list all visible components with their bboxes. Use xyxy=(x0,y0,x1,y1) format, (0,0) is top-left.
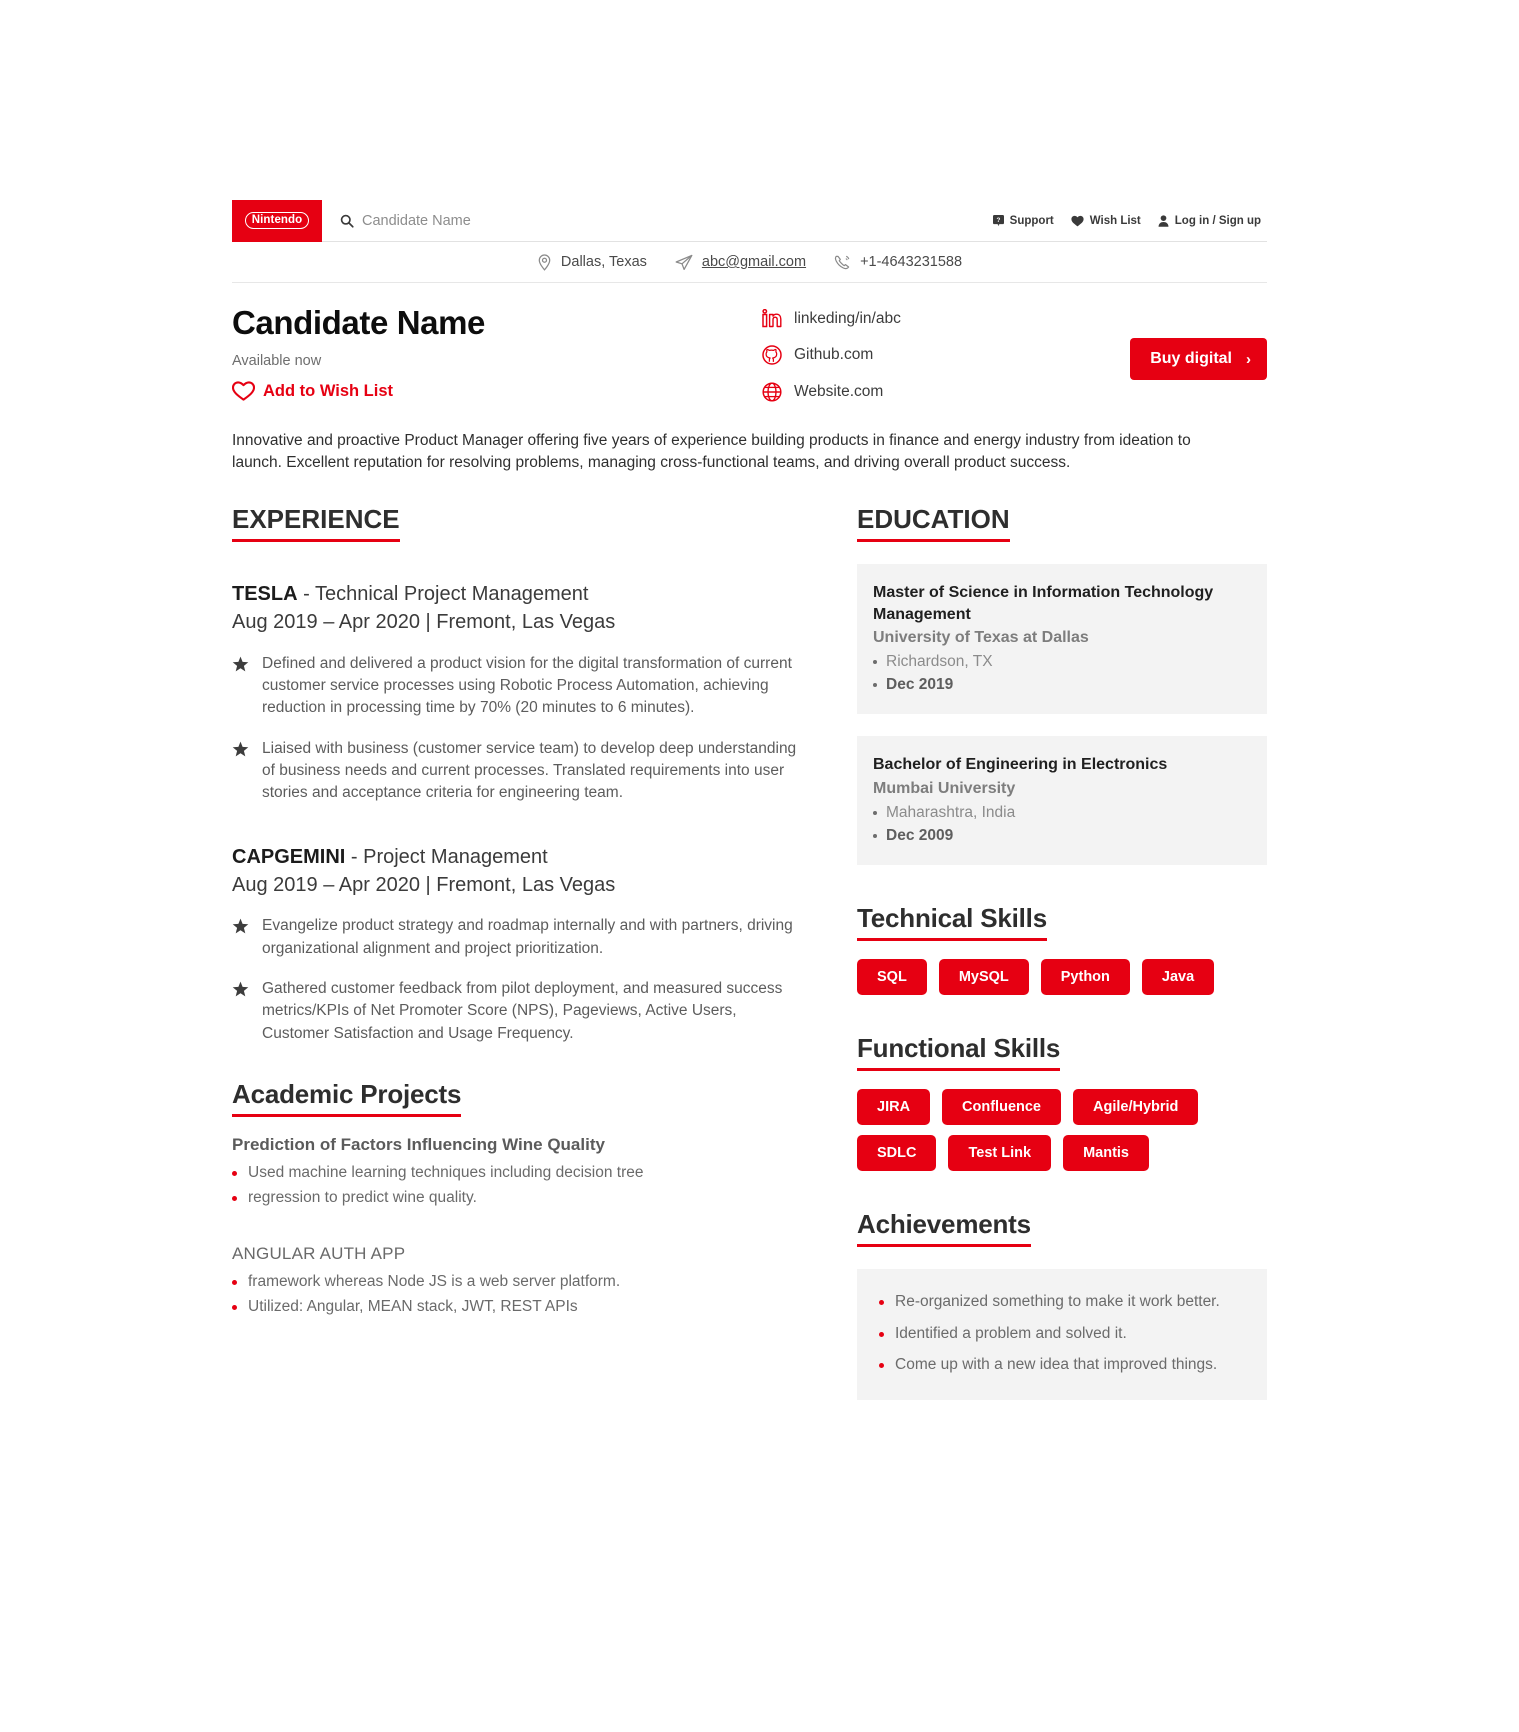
list-item xyxy=(232,1271,802,1293)
achievements-heading: Achievements xyxy=(857,1209,1031,1247)
skill-tag[interactable]: Python xyxy=(1041,959,1130,995)
technical-skills-tags xyxy=(857,959,1267,995)
education-location-1: Maharashtra, India xyxy=(886,804,1016,822)
project-name-1: ANGULAR AUTH APP xyxy=(232,1243,406,1263)
project-item-1 xyxy=(232,1244,802,1319)
bullet-text: Evangelize product strategy and roadmap internally and with partners, driving organizational alignment and project prioritization. xyxy=(262,917,793,957)
buy-digital-button[interactable] xyxy=(1130,338,1267,380)
chevron-right-icon: › xyxy=(1246,350,1251,368)
job-company-0: TESLA xyxy=(232,583,298,605)
skill-tag[interactable]: Test Link xyxy=(948,1135,1051,1171)
identity-right xyxy=(1032,305,1267,402)
list-item xyxy=(873,651,1249,673)
education-card-0 xyxy=(857,564,1267,714)
top-navbar xyxy=(232,200,1267,242)
bullet-dot-icon xyxy=(879,1332,884,1337)
list-item xyxy=(879,1291,1247,1313)
availability-status: Available now xyxy=(232,353,322,370)
resume-sheet xyxy=(232,200,1267,1400)
nav-actions xyxy=(993,215,1267,227)
bullet-dot-icon xyxy=(873,834,877,838)
skill-tag[interactable]: Agile/Hybrid xyxy=(1073,1089,1198,1125)
project-bullets-0 xyxy=(232,1162,802,1210)
education-degree-0: Master of Science in Information Technology Management xyxy=(873,584,1214,623)
list-item xyxy=(879,1354,1247,1376)
achievements-section xyxy=(857,1209,1267,1400)
nav-item-wishlist-label: Wish List xyxy=(1089,214,1141,227)
skill-tag[interactable]: Java xyxy=(1142,959,1214,995)
functional-skills-section xyxy=(857,1033,1267,1171)
experience-heading: EXPERIENCE xyxy=(232,504,400,542)
globe-icon xyxy=(762,382,782,402)
heart-outline-icon xyxy=(232,381,255,401)
support-icon xyxy=(993,215,1004,226)
content-columns xyxy=(232,474,1267,1400)
logo-text: Nintendo xyxy=(245,212,310,229)
nintendo-logo[interactable] xyxy=(232,200,322,242)
bullet-text: Liaised with business (customer service team) to develop deep understanding of business needs and current processes. Translated requirements into user stories and acceptance criteria for engineering team. xyxy=(262,739,797,802)
experience-item-1 xyxy=(232,843,802,1045)
list-item xyxy=(232,978,802,1045)
bullet-dot-icon xyxy=(879,1363,884,1368)
job-company-1: CAPGEMINI xyxy=(232,845,346,868)
svg-text:?: ? xyxy=(996,216,1001,224)
experience-item-0 xyxy=(232,580,802,805)
functional-skills-tags xyxy=(857,1089,1267,1171)
add-to-wishlist-label: Add to Wish List xyxy=(263,381,394,400)
list-item xyxy=(232,738,802,805)
education-heading: EDUCATION xyxy=(857,504,1010,542)
skill-tag[interactable]: SQL xyxy=(857,959,927,995)
search-icon xyxy=(340,214,354,228)
education-date-0: Dec 2019 xyxy=(886,675,954,693)
bullet-dot-icon xyxy=(232,1305,237,1310)
education-date-1: Dec 2009 xyxy=(886,826,954,844)
map-pin-icon xyxy=(537,254,552,271)
functional-skills-heading: Functional Skills xyxy=(857,1033,1060,1071)
project-bullets-1 xyxy=(232,1271,802,1319)
bullet-text: Utilized: Angular, MEAN stack, JWT, REST APIs xyxy=(248,1298,578,1316)
bullet-text: Used machine learning techniques including decision tree xyxy=(248,1164,644,1181)
identity-left xyxy=(232,305,762,402)
nav-item-login[interactable] xyxy=(1158,215,1261,227)
search-placeholder-text: Candidate Name xyxy=(362,212,471,229)
skill-tag[interactable]: Confluence xyxy=(942,1089,1061,1125)
technical-skills-heading: Technical Skills xyxy=(857,903,1047,941)
user-icon xyxy=(1158,215,1169,227)
job-role-1: - Project Management xyxy=(345,845,548,868)
contact-phone xyxy=(834,254,962,271)
identity-row xyxy=(232,283,1267,408)
bullet-dot-icon xyxy=(232,1280,237,1285)
academic-projects-section xyxy=(232,1079,802,1319)
bullet-dot-icon xyxy=(873,811,877,815)
nav-item-support-label: Support xyxy=(1009,214,1054,227)
achievement-text: Re-organized something to make it work better. xyxy=(895,1293,1220,1311)
skill-tag[interactable]: SDLC xyxy=(857,1135,936,1171)
bullet-text: Gathered customer feedback from pilot deployment, and measured success metrics/KPIs of Net Promoter Score (NPS), Pageviews, Active Users, Customer Satisfaction and Usage Frequency. xyxy=(262,980,783,1042)
bullet-dot-icon xyxy=(873,683,877,687)
achievement-text: Identified a problem and solved it. xyxy=(895,1324,1127,1342)
list-item xyxy=(873,802,1249,824)
education-university-0: University of Texas at Dallas xyxy=(873,629,1089,647)
nav-item-support[interactable] xyxy=(993,215,1054,227)
contact-location-text: Dallas, Texas xyxy=(560,254,647,270)
bullet-text: regression to predict wine quality. xyxy=(248,1189,477,1207)
list-item xyxy=(879,1323,1247,1345)
left-column xyxy=(232,504,832,1400)
education-location-0: Richardson, TX xyxy=(886,653,993,671)
job-meta-0: Aug 2019 – Apr 2020 | Fremont, Las Vegas xyxy=(232,611,616,634)
star-icon xyxy=(232,981,249,1045)
skill-tag[interactable]: MySQL xyxy=(939,959,1029,995)
link-website-label: Website.com xyxy=(794,383,884,400)
link-linkedin-label: linkeding/in/abc xyxy=(794,309,901,327)
contact-bar xyxy=(232,242,1267,283)
job-role-0: - Technical Project Management xyxy=(297,583,589,605)
job-bullets-0 xyxy=(232,653,802,805)
education-card-1 xyxy=(857,736,1267,865)
education-degree-1: Bachelor of Engineering in Electronics xyxy=(873,756,1168,774)
heart-icon xyxy=(1071,215,1084,227)
list-item xyxy=(873,825,1249,847)
contact-location xyxy=(537,254,647,271)
social-links xyxy=(762,305,1032,402)
bullet-dot-icon xyxy=(232,1196,237,1201)
bullet-dot-icon xyxy=(232,1171,237,1176)
link-linkedin[interactable] xyxy=(762,309,1032,328)
link-github[interactable] xyxy=(762,345,1032,365)
achievement-text: Come up with a new idea that improved things. xyxy=(895,1355,1218,1373)
profile-summary: Innovative and proactive Product Manager offering five years of experience building products in finance and energy industry from ideation to launch. Excellent reputation for resolving problems, managing cross-functional teams, and driving overall product success. xyxy=(232,432,1191,471)
list-item xyxy=(232,915,802,960)
bullet-text: framework whereas Node JS is a web server platform. xyxy=(248,1272,621,1290)
phone-icon xyxy=(834,254,851,271)
nav-item-wishlist[interactable] xyxy=(1071,215,1141,227)
project-item-0 xyxy=(232,1135,802,1210)
project-name-0: Prediction of Factors Influencing Wine Quality xyxy=(232,1135,605,1154)
star-icon xyxy=(232,656,249,720)
job-meta-1: Aug 2019 – Apr 2020 | Fremont, Las Vegas xyxy=(232,874,616,897)
achievements-list xyxy=(879,1291,1247,1376)
right-column xyxy=(832,504,1267,1400)
job-bullets-1 xyxy=(232,915,802,1045)
education-details-0 xyxy=(873,651,1249,696)
star-icon xyxy=(232,918,249,960)
nav-item-login-label: Log in / Sign up xyxy=(1174,214,1261,227)
list-item xyxy=(232,1296,802,1318)
bullet-dot-icon xyxy=(873,660,877,664)
skill-tag[interactable]: JIRA xyxy=(857,1089,930,1125)
achievements-card xyxy=(857,1269,1267,1400)
paper-plane-icon xyxy=(675,254,693,271)
projects-heading: Academic Projects xyxy=(232,1079,461,1117)
contact-email[interactable] xyxy=(675,254,806,271)
skill-tag[interactable]: Mantis xyxy=(1063,1135,1149,1171)
technical-skills-section xyxy=(857,903,1267,995)
add-to-wishlist-button[interactable] xyxy=(232,381,762,401)
link-github-label: Github.com xyxy=(794,346,874,363)
star-icon xyxy=(232,741,249,805)
list-item xyxy=(873,674,1249,696)
job-title-1 xyxy=(232,843,802,871)
contact-email-text: abc@gmail.com xyxy=(701,254,807,270)
education-university-1: Mumbai University xyxy=(873,779,1016,797)
buy-digital-label: Buy digital xyxy=(1150,350,1232,367)
linkedin-icon xyxy=(762,309,782,328)
bullet-dot-icon xyxy=(879,1300,884,1305)
search-input[interactable] xyxy=(340,213,993,229)
github-icon xyxy=(762,345,782,365)
bullet-text: Defined and delivered a product vision for the digital transformation of current customer service processes using Robotic Process Automation, achieving reduction in processing time by 70% (20 minutes to 6 minutes). xyxy=(262,654,792,717)
job-title-0 xyxy=(232,580,802,608)
link-website[interactable] xyxy=(762,382,1032,402)
contact-phone-text: +1-4643231588 xyxy=(860,254,963,270)
list-item xyxy=(232,653,802,720)
list-item xyxy=(232,1162,802,1184)
list-item xyxy=(232,1187,802,1209)
education-details-1 xyxy=(873,802,1249,847)
page-title: Candidate Name xyxy=(232,304,485,341)
